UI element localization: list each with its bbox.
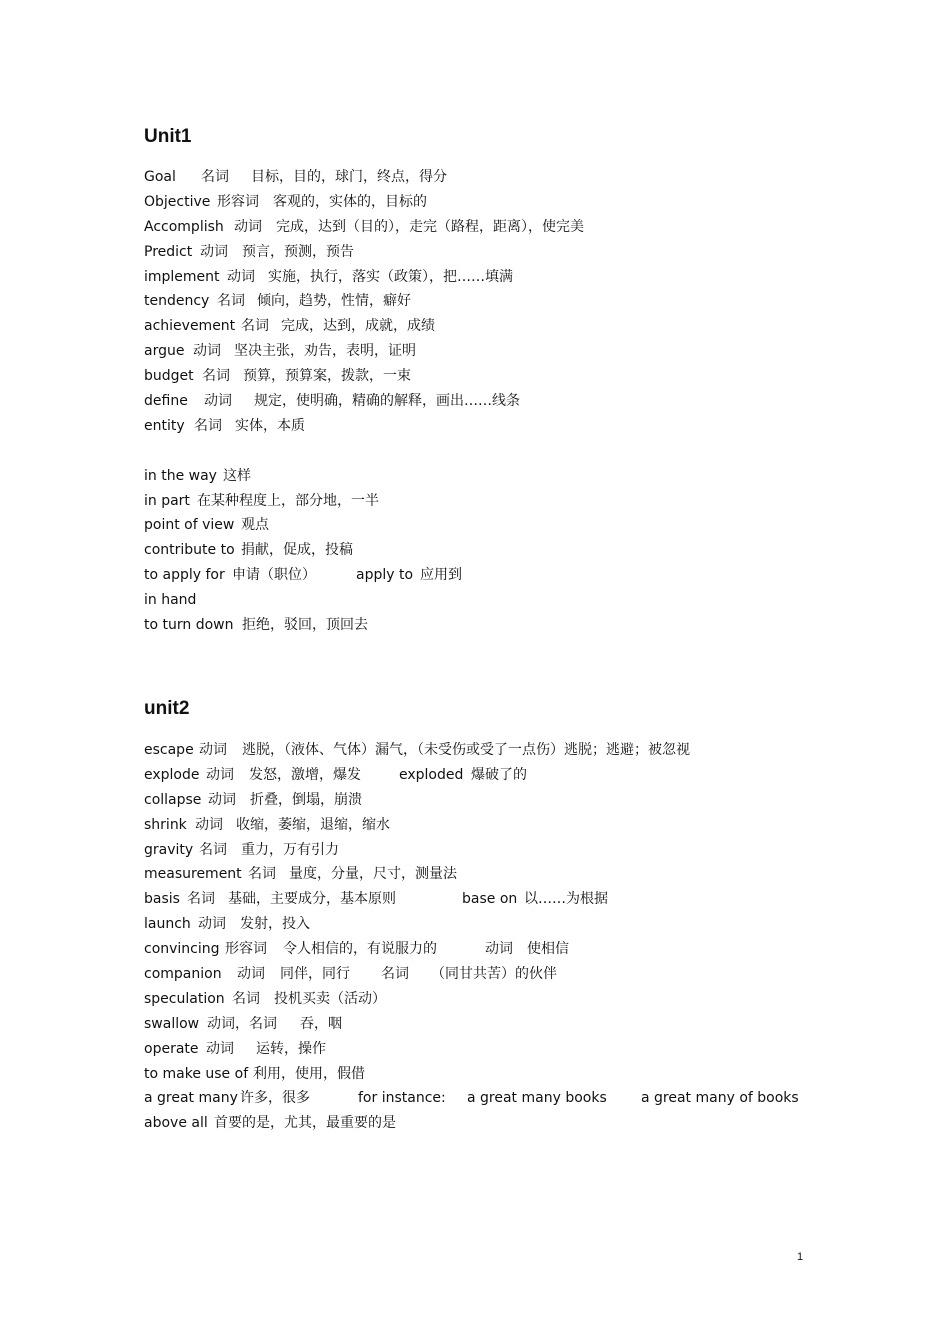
entry-term: in hand bbox=[144, 592, 197, 609]
entry-text: 名词 bbox=[194, 417, 222, 434]
vocabulary-entry bbox=[144, 289, 864, 314]
entry-text: （同甘共苦）的伙伴 bbox=[431, 966, 557, 983]
entry-text: 完成，达到（目的），走完（路程，距离），使完美 bbox=[276, 218, 584, 235]
entry-text: 动词 bbox=[193, 343, 221, 360]
entry-text: 观点 bbox=[241, 517, 269, 534]
vocabulary-entry bbox=[144, 190, 864, 215]
vocabulary-entry bbox=[144, 987, 864, 1012]
entry-text: 坚决主张，劝告，表明，证明 bbox=[234, 343, 416, 360]
entry-text: 完成，达到，成就，成绩 bbox=[281, 318, 435, 335]
entry-term: budget bbox=[144, 368, 194, 385]
entry-text: 发射，投入 bbox=[240, 916, 310, 933]
entry-text: 名词 bbox=[187, 891, 215, 908]
entry-term: Objective bbox=[144, 193, 211, 210]
entry-term: escape bbox=[144, 742, 194, 758]
entry-text: 名词 bbox=[199, 841, 227, 858]
vocabulary-entry bbox=[144, 838, 864, 863]
entry-text: 应用到 bbox=[420, 567, 462, 584]
entry-term: argue bbox=[144, 343, 185, 360]
entry-text: 动词 bbox=[200, 243, 228, 260]
entry-text: 规定，使明确，精确的解释，画出……线条 bbox=[254, 393, 520, 410]
entry-term: to apply for bbox=[144, 567, 225, 584]
entry-term: a great many bbox=[144, 1090, 238, 1107]
vocabulary-entry bbox=[144, 165, 864, 190]
entry-text: 动词 bbox=[234, 218, 262, 235]
entry-term: speculation bbox=[144, 990, 225, 1007]
vocabulary-entry bbox=[144, 513, 864, 538]
entry-text: 名词 bbox=[202, 368, 230, 385]
entry-text: 利用，使用，假借 bbox=[253, 1065, 365, 1082]
entry-text: 动词 bbox=[204, 393, 232, 410]
entry-text: 基础，主要成分，基本原则 bbox=[228, 891, 396, 908]
entry-text: 吞，咽 bbox=[300, 1015, 342, 1032]
entry-text: 收缩，萎缩，退缩，缩水 bbox=[236, 816, 390, 833]
entry-term: Predict bbox=[144, 243, 193, 260]
entry-text: 动词 bbox=[206, 1040, 234, 1057]
entry-term: achievement bbox=[144, 318, 236, 335]
vocabulary-entry bbox=[144, 588, 864, 613]
entry-text: 形容词 bbox=[217, 193, 259, 210]
page-number: 1 bbox=[797, 1251, 804, 1263]
entry-term: gravity bbox=[144, 841, 194, 858]
entry-text: 动词，名词 bbox=[207, 1015, 277, 1032]
vocabulary-entry bbox=[144, 788, 864, 813]
entry-text: 捐献，促成，投稿 bbox=[241, 542, 353, 559]
entry-term: implement bbox=[144, 268, 220, 285]
unit2-heading: unit2 bbox=[144, 698, 190, 719]
entry-term: basis bbox=[144, 891, 180, 908]
entry-text: apply to bbox=[356, 567, 414, 584]
vocabulary-entry bbox=[144, 414, 864, 439]
vocabulary-entry bbox=[144, 1086, 864, 1111]
entry-text: 动词 bbox=[237, 966, 265, 983]
entry-text: 爆破了的 bbox=[471, 766, 527, 783]
vocabulary-entry bbox=[144, 389, 864, 414]
vocabulary-entry bbox=[144, 489, 864, 514]
entry-text: 动词 bbox=[485, 941, 513, 958]
entry-text: exploded bbox=[399, 766, 464, 783]
entry-text: 名词 bbox=[201, 169, 229, 185]
entry-term: shrink bbox=[144, 816, 187, 833]
vocabulary-entry bbox=[144, 1037, 864, 1062]
entry-term: explode bbox=[144, 766, 200, 783]
entry-text: 客观的，实体的，目标的 bbox=[273, 193, 427, 210]
vocabulary-entry bbox=[144, 1062, 864, 1087]
vocabulary-entry bbox=[144, 738, 864, 763]
entry-text: 动词 bbox=[199, 742, 227, 758]
entry-text: 名词 bbox=[232, 990, 260, 1007]
vocabulary-entry bbox=[144, 215, 864, 240]
entry-text: 动词 bbox=[198, 916, 226, 933]
entry-term: in the way bbox=[144, 467, 217, 484]
entry-term: companion bbox=[144, 966, 222, 983]
entry-text: 名词 bbox=[217, 293, 245, 310]
vocabulary-entry bbox=[144, 538, 864, 563]
vocabulary-entry bbox=[144, 962, 864, 987]
entry-text: 使相信 bbox=[527, 941, 569, 958]
vocabulary-entry bbox=[144, 240, 864, 265]
entry-text: 许多，很多 bbox=[240, 1090, 310, 1107]
entry-text: 令人相信的，有说服力的 bbox=[283, 941, 437, 958]
entry-text: 形容词 bbox=[225, 941, 267, 958]
entry-term: collapse bbox=[144, 791, 202, 808]
entry-text: 实体，本质 bbox=[235, 417, 305, 434]
entry-term: above all bbox=[144, 1115, 208, 1132]
entry-term: operate bbox=[144, 1040, 199, 1057]
entry-text: 首要的是，尤其，最重要的是 bbox=[214, 1115, 396, 1132]
entry-text: 实施，执行，落实（政策），把……填满 bbox=[268, 268, 513, 285]
vocabulary-entry bbox=[144, 1012, 864, 1037]
vocabulary-entry bbox=[144, 563, 864, 588]
entry-text: 名词 bbox=[381, 966, 409, 983]
entry-term: to turn down bbox=[144, 617, 234, 634]
entry-term: contribute to bbox=[144, 542, 235, 559]
entry-text: 目标，目的，球门，终点，得分 bbox=[251, 169, 447, 185]
entry-text: 名词 bbox=[241, 318, 269, 335]
entry-text: 重力，万有引力 bbox=[241, 841, 339, 858]
vocabulary-entry bbox=[144, 887, 864, 912]
unit1-heading: Unit1 bbox=[144, 126, 192, 147]
entry-text: for instance: bbox=[358, 1090, 446, 1107]
entry-text: 动词 bbox=[227, 268, 255, 285]
vocabulary-entry bbox=[144, 1111, 864, 1136]
vocabulary-entry bbox=[144, 339, 864, 364]
entry-term: measurement bbox=[144, 866, 242, 883]
vocabulary-entry bbox=[144, 314, 864, 339]
entry-text: base on bbox=[462, 891, 518, 908]
vocabulary-entry bbox=[144, 912, 864, 937]
vocabulary-entry bbox=[144, 862, 864, 887]
entry-text: 发怒，激增，爆发 bbox=[249, 766, 361, 783]
entry-text: 量度，分量，尺寸，测量法 bbox=[289, 866, 457, 883]
entry-text: 申请（职位） bbox=[232, 567, 316, 584]
entry-text: 预言，预测，预告 bbox=[242, 243, 354, 260]
entry-text: 动词 bbox=[206, 766, 234, 783]
entry-term: define bbox=[144, 393, 188, 410]
entry-term: swallow bbox=[144, 1015, 200, 1032]
entry-term: tendency bbox=[144, 293, 210, 310]
entry-term: Goal bbox=[144, 169, 176, 185]
entry-text: 投机买卖（活动） bbox=[274, 990, 386, 1007]
entry-text: 动词 bbox=[195, 816, 223, 833]
entry-text: 逃脱，（液体、气体）漏气，（未受伤或受了一点伤）逃脱；逃避；被忽视 bbox=[242, 742, 690, 758]
entry-text: 拒绝，驳回，顶回去 bbox=[242, 617, 368, 634]
vocabulary-entry bbox=[144, 937, 864, 962]
entry-term: convincing bbox=[144, 941, 220, 958]
entry-term: in part bbox=[144, 492, 190, 509]
entry-term: Accomplish bbox=[144, 218, 224, 235]
blank-line bbox=[144, 439, 864, 464]
entry-term: to make use of bbox=[144, 1065, 249, 1082]
entry-text: a great many books bbox=[467, 1090, 607, 1107]
vocabulary-entry bbox=[144, 265, 864, 290]
entry-text: 动词 bbox=[208, 791, 236, 808]
entry-text: 这样 bbox=[223, 467, 251, 484]
vocabulary-entry bbox=[144, 813, 864, 838]
entry-term: entity bbox=[144, 417, 185, 434]
vocabulary-entry bbox=[144, 763, 864, 788]
entry-text: 倾向，趋势，性情，癖好 bbox=[257, 293, 411, 310]
entry-text: a great many of books bbox=[641, 1090, 799, 1107]
entry-text: 折叠，倒塌，崩溃 bbox=[250, 791, 362, 808]
entry-text: 运转，操作 bbox=[256, 1040, 326, 1057]
unit1-vocabulary-list bbox=[144, 165, 864, 638]
entry-term: launch bbox=[144, 916, 191, 933]
entry-text: 预算，预算案，拨款，一束 bbox=[243, 368, 411, 385]
entry-text: 在某种程度上，部分地，一半 bbox=[197, 492, 379, 509]
entry-term: point of view bbox=[144, 517, 235, 534]
unit2-vocabulary-list bbox=[144, 738, 864, 1136]
vocabulary-entry bbox=[144, 364, 864, 389]
vocabulary-entry bbox=[144, 613, 864, 638]
entry-text: 名词 bbox=[248, 866, 276, 883]
entry-text: 以……为根据 bbox=[524, 891, 608, 908]
vocabulary-entry bbox=[144, 464, 864, 489]
entry-text: 同伴，同行 bbox=[280, 966, 350, 983]
